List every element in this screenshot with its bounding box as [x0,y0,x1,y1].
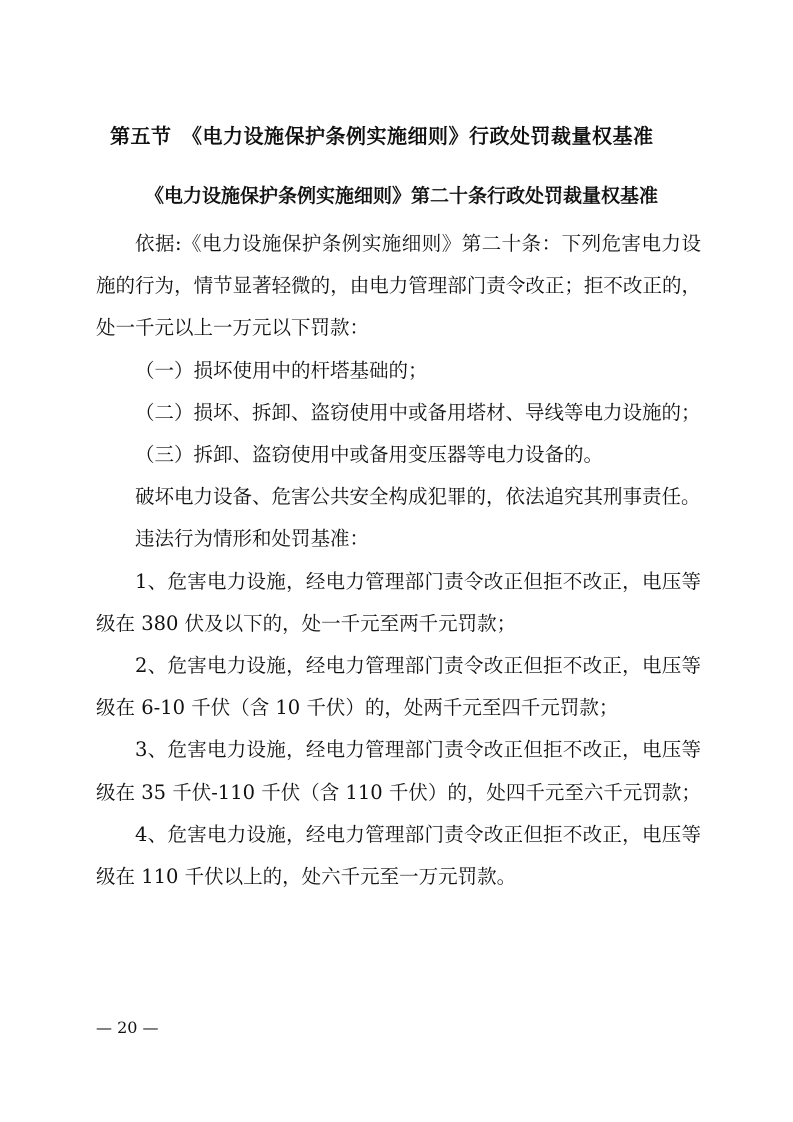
paragraph-penalty-1: 1、危害电力设施，经电力管理部门责令改正但拒不改正，电压等级在 380 伏及以下的，处一千元至两千元罚款； [96,569,701,635]
paragraph-item-2: （二）损坏、拆卸、盗窃使用中或备用塔材、导线等电力设施的； [135,400,701,424]
paragraph-item-1: （一）损坏使用中的杆塔基础的； [135,358,428,382]
article-title: 《电力设施保护条例实施细则》第二十条行政处罚裁量权基准 [145,185,659,207]
paragraph-criminal-liability: 破坏电力设备、危害公共安全构成犯罪的，依法追究其刑事责任。 [135,485,701,509]
paragraph-penalty-4: 4、危害电力设施，经电力管理部门责令改正但拒不改正，电压等级在 110 千伏以上的，处六千元至一万元罚款。 [96,822,701,889]
document-body [96,223,701,898]
paragraph-basis: 依据:《电力设施保护条例实施细则》第二十条：下列危害电力设施的行为，情节显著轻微的，由电力管理部门责令改正；拒不改正的，处一千元以上一万元以下罚款： [96,232,701,340]
page-number: — 20 — [96,1018,159,1037]
paragraph-penalty-3: 3、危害电力设施，经电力管理部门责令改正但拒不改正，电压等级在 35 千伏-110 千伏（含 110 千伏）的，处四千元至六千元罚款； [96,738,701,804]
section-title: 第五节 《电力设施保护条例实施细则》行政处罚裁量权基准 [110,124,654,148]
paragraph-item-3: （三）拆卸、盗窃使用中或备用变压器等电力设备的。 [135,443,604,467]
paragraph-penalty-2: 2、危害电力设施，经电力管理部门责令改正但拒不改正，电压等级在 6-10 千伏（含 10 千伏）的，处两千元至四千元罚款； [96,654,701,720]
paragraph-penalty-heading: 违法行为情形和处罚基准： [135,527,370,551]
